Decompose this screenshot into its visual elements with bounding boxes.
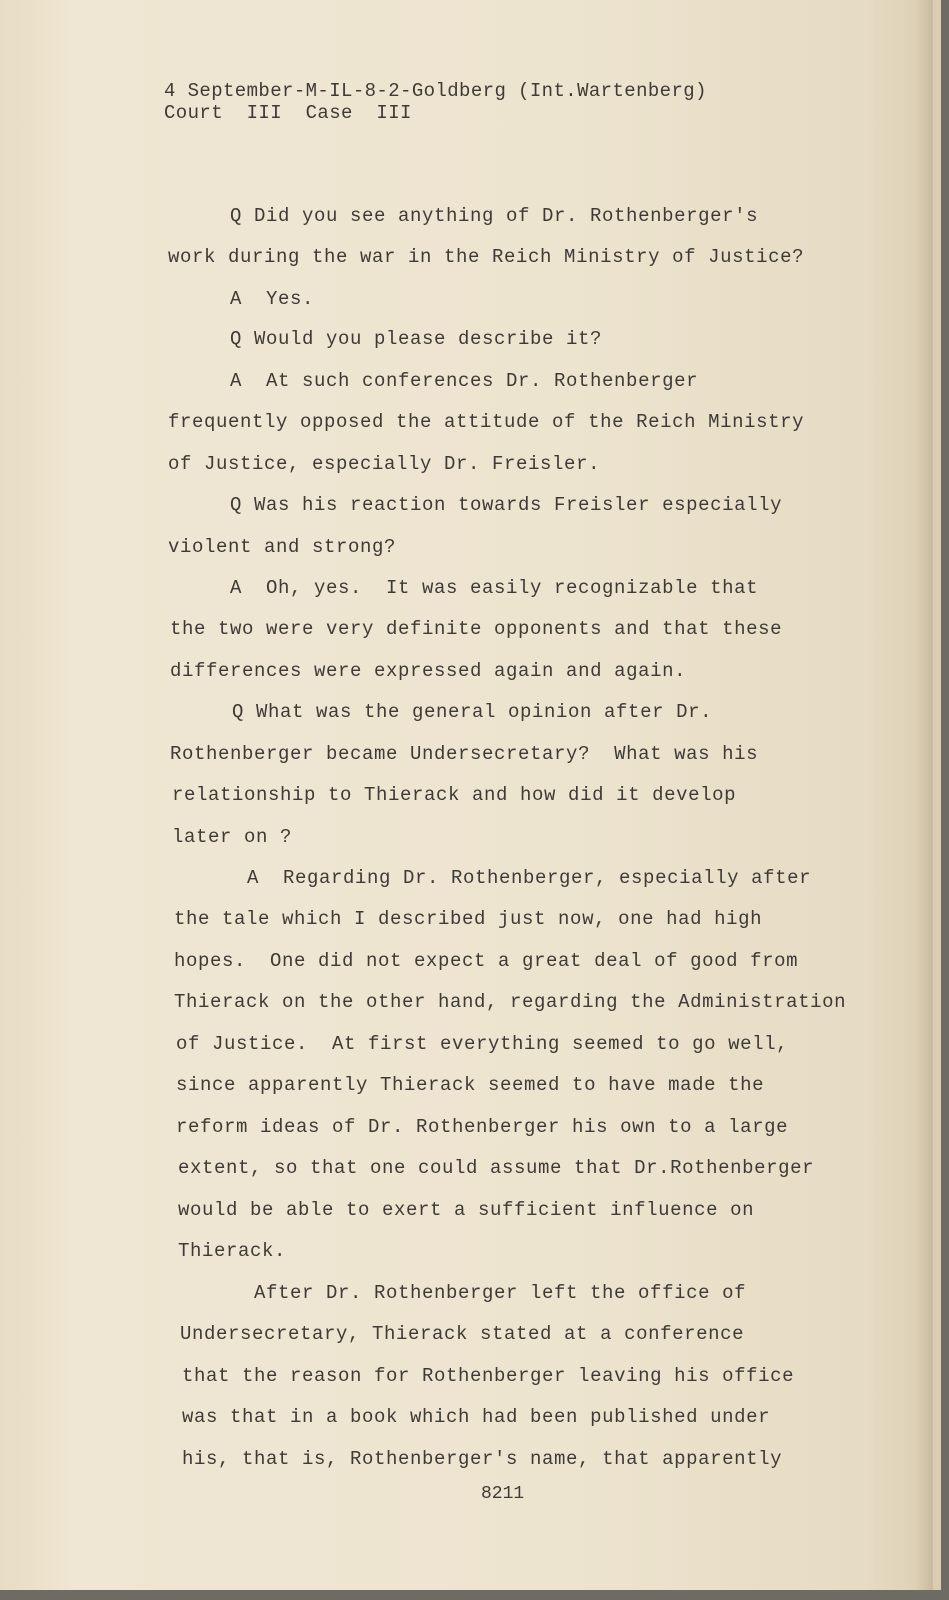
text-line: Q Did you see anything of Dr. Rothenberger's: [230, 205, 759, 227]
text-line: Undersecretary, Thierack stated at a conference: [180, 1323, 745, 1345]
text-line: reform ideas of Dr. Rothenberger his own to a large: [176, 1116, 789, 1138]
text-line: violent and strong?: [168, 536, 397, 558]
text-line: Q What was the general opinion after Dr.: [232, 701, 713, 723]
text-line: Thierack.: [178, 1240, 287, 1262]
text-line: A Oh, yes. It was easily recognizable that: [230, 577, 759, 599]
text-line: hopes. One did not expect a great deal of good from: [174, 950, 799, 972]
text-line: extent, so that one could assume that Dr.Rothenberger: [178, 1157, 815, 1179]
text-line: relationship to Thierack and how did it develop: [172, 784, 737, 806]
text-line: the tale which I described just now, one had high: [174, 908, 763, 930]
text-line: Thierack on the other hand, regarding the Administration: [174, 991, 847, 1013]
text-line: Q Was his reaction towards Freisler especially: [230, 494, 783, 516]
text-line: After Dr. Rothenberger left the office of: [254, 1282, 747, 1304]
text-line: the two were very definite opponents and that these: [170, 618, 783, 640]
text-line: his, that is, Rothenberger's name, that apparently: [182, 1448, 783, 1470]
text-line: differences were expressed again and again.: [170, 660, 687, 682]
text-line: A At such conferences Dr. Rothenberger: [230, 370, 699, 392]
page-number: 8211: [481, 1484, 525, 1504]
text-line: Rothenberger became Undersecretary? What was his: [170, 743, 759, 765]
text-line: was that in a book which had been published under: [182, 1406, 771, 1428]
text-line: that the reason for Rothenberger leaving his office: [182, 1365, 795, 1387]
text-line: would be able to exert a sufficient influence on: [178, 1199, 755, 1221]
text-line: of Justice. At first everything seemed to go well,: [176, 1033, 789, 1055]
header-line-1: 4 September-M-IL-8-2-Goldberg (Int.Wartenberg): [164, 80, 707, 102]
header-line-2: Court III Case III: [164, 102, 412, 124]
text-line: Q Would you please describe it?: [230, 328, 603, 350]
text-line: A Yes.: [230, 288, 315, 310]
text-line: work during the war in the Reich Ministry of Justice?: [168, 246, 805, 268]
text-line: frequently opposed the attitude of the Reich Ministry: [168, 411, 805, 433]
text-line: of Justice, especially Dr. Freisler.: [168, 453, 601, 475]
page-edge-shadow: [915, 0, 933, 1590]
text-line: since apparently Thierack seemed to have made the: [176, 1074, 765, 1096]
text-line: later on ?: [172, 826, 293, 848]
text-line: A Regarding Dr. Rothenberger, especially after: [247, 867, 812, 889]
